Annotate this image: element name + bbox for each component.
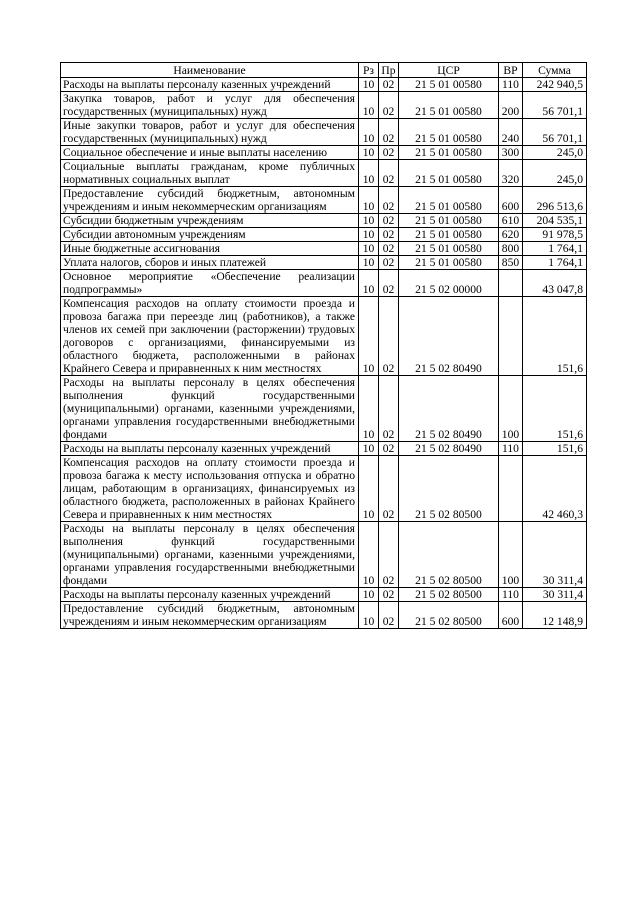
header-name: Наименование bbox=[61, 63, 359, 78]
cell-name: Расходы на выплаты персоналу казенных учреждений bbox=[61, 442, 359, 456]
cell-pr: 02 bbox=[379, 270, 399, 297]
cell-pr: 02 bbox=[379, 456, 399, 522]
cell-vr: 600 bbox=[499, 602, 523, 629]
header-pr: Пр bbox=[379, 63, 399, 78]
cell-rz: 10 bbox=[359, 256, 379, 270]
cell-name: Расходы на выплаты персоналу в целях обеспечения выполнения функций государственными (муниципальными) органами, казенными учреждениями, органами управления государственными внебюджетными фондами bbox=[61, 376, 359, 442]
cell-pr: 02 bbox=[379, 78, 399, 92]
cell-name: Расходы на выплаты персоналу в целях обеспечения выполнения функций государственными (муниципальными) органами, казенными учреждениями, органами управления государственными внебюджетными фондами bbox=[61, 522, 359, 588]
table-header-row bbox=[61, 63, 587, 78]
cell-csr: 21 5 01 00580 bbox=[399, 78, 499, 92]
cell-pr: 02 bbox=[379, 602, 399, 629]
cell-sum: 42 460,3 bbox=[523, 456, 587, 522]
cell-sum: 204 535,1 bbox=[523, 214, 587, 228]
cell-vr: 110 bbox=[499, 442, 523, 456]
cell-name: Субсидии бюджетным учреждениям bbox=[61, 214, 359, 228]
cell-name: Иные закупки товаров, работ и услуг для обеспечения государственных (муниципальных) нужд bbox=[61, 119, 359, 146]
cell-name: Компенсация расходов на оплату стоимости проезда и провоза багажа к месту использования отпуска и обратно лицам, работающим в организациях, финансируемых из областного бюджета, расположенных в районах Крайнего Севера и приравненных к ним местностях bbox=[61, 456, 359, 522]
cell-pr: 02 bbox=[379, 187, 399, 214]
cell-vr: 300 bbox=[499, 146, 523, 160]
table-row bbox=[61, 442, 587, 456]
cell-csr: 21 5 02 00000 bbox=[399, 270, 499, 297]
cell-rz: 10 bbox=[359, 602, 379, 629]
cell-vr: 600 bbox=[499, 187, 523, 214]
cell-rz: 10 bbox=[359, 228, 379, 242]
cell-vr bbox=[499, 297, 523, 376]
cell-name: Закупка товаров, работ и услуг для обеспечения государственных (муниципальных) нужд bbox=[61, 92, 359, 119]
cell-pr: 02 bbox=[379, 588, 399, 602]
cell-rz: 10 bbox=[359, 187, 379, 214]
cell-sum: 245,0 bbox=[523, 146, 587, 160]
cell-csr: 21 5 01 00580 bbox=[399, 146, 499, 160]
cell-csr: 21 5 01 00580 bbox=[399, 228, 499, 242]
cell-csr: 21 5 01 00580 bbox=[399, 256, 499, 270]
cell-pr: 02 bbox=[379, 522, 399, 588]
cell-rz: 10 bbox=[359, 297, 379, 376]
cell-sum: 56 701,1 bbox=[523, 92, 587, 119]
table-row bbox=[61, 187, 587, 214]
header-sum: Сумма bbox=[523, 63, 587, 78]
cell-csr: 21 5 01 00580 bbox=[399, 242, 499, 256]
cell-csr: 21 5 01 00580 bbox=[399, 92, 499, 119]
cell-sum: 30 311,4 bbox=[523, 522, 587, 588]
cell-vr: 100 bbox=[499, 376, 523, 442]
cell-vr: 110 bbox=[499, 78, 523, 92]
cell-rz: 10 bbox=[359, 456, 379, 522]
cell-rz: 10 bbox=[359, 119, 379, 146]
cell-sum: 12 148,9 bbox=[523, 602, 587, 629]
cell-csr: 21 5 01 00580 bbox=[399, 119, 499, 146]
table-row bbox=[61, 588, 587, 602]
cell-sum: 30 311,4 bbox=[523, 588, 587, 602]
cell-sum: 296 513,6 bbox=[523, 187, 587, 214]
cell-csr: 21 5 02 80500 bbox=[399, 602, 499, 629]
table-row bbox=[61, 242, 587, 256]
cell-name: Субсидии автономным учреждениям bbox=[61, 228, 359, 242]
cell-rz: 10 bbox=[359, 270, 379, 297]
table-row bbox=[61, 146, 587, 160]
cell-pr: 02 bbox=[379, 92, 399, 119]
table-row bbox=[61, 297, 587, 376]
cell-sum: 242 940,5 bbox=[523, 78, 587, 92]
cell-sum: 1 764,1 bbox=[523, 242, 587, 256]
cell-name: Предоставление субсидий бюджетным, автономным учреждениям и иным некоммерческим организациям bbox=[61, 187, 359, 214]
header-rz: Рз bbox=[359, 63, 379, 78]
cell-rz: 10 bbox=[359, 214, 379, 228]
cell-pr: 02 bbox=[379, 256, 399, 270]
cell-rz: 10 bbox=[359, 242, 379, 256]
cell-csr: 21 5 02 80500 bbox=[399, 588, 499, 602]
cell-name: Иные бюджетные ассигнования bbox=[61, 242, 359, 256]
cell-vr: 610 bbox=[499, 214, 523, 228]
cell-sum: 151,6 bbox=[523, 376, 587, 442]
table-row bbox=[61, 456, 587, 522]
cell-sum: 91 978,5 bbox=[523, 228, 587, 242]
cell-csr: 21 5 02 80490 bbox=[399, 376, 499, 442]
cell-vr: 100 bbox=[499, 522, 523, 588]
cell-rz: 10 bbox=[359, 376, 379, 442]
cell-vr: 620 bbox=[499, 228, 523, 242]
header-vr: ВР bbox=[499, 63, 523, 78]
table-row bbox=[61, 376, 587, 442]
cell-csr: 21 5 01 00580 bbox=[399, 160, 499, 187]
cell-name: Расходы на выплаты персоналу казенных учреждений bbox=[61, 78, 359, 92]
cell-vr bbox=[499, 270, 523, 297]
cell-name: Социальное обеспечение и иные выплаты населению bbox=[61, 146, 359, 160]
table-row bbox=[61, 270, 587, 297]
cell-pr: 02 bbox=[379, 442, 399, 456]
cell-name: Социальные выплаты гражданам, кроме публичных нормативных социальных выплат bbox=[61, 160, 359, 187]
cell-sum: 245,0 bbox=[523, 160, 587, 187]
cell-pr: 02 bbox=[379, 376, 399, 442]
cell-csr: 21 5 01 00580 bbox=[399, 214, 499, 228]
cell-sum: 43 047,8 bbox=[523, 270, 587, 297]
cell-name: Расходы на выплаты персоналу казенных учреждений bbox=[61, 588, 359, 602]
cell-rz: 10 bbox=[359, 522, 379, 588]
cell-pr: 02 bbox=[379, 242, 399, 256]
cell-vr: 800 bbox=[499, 242, 523, 256]
cell-sum: 56 701,1 bbox=[523, 119, 587, 146]
cell-pr: 02 bbox=[379, 228, 399, 242]
budget-table-page bbox=[60, 62, 586, 629]
cell-vr bbox=[499, 456, 523, 522]
table-row bbox=[61, 78, 587, 92]
cell-rz: 10 bbox=[359, 146, 379, 160]
cell-vr: 850 bbox=[499, 256, 523, 270]
cell-sum: 151,6 bbox=[523, 297, 587, 376]
cell-vr: 110 bbox=[499, 588, 523, 602]
cell-pr: 02 bbox=[379, 146, 399, 160]
cell-rz: 10 bbox=[359, 92, 379, 119]
table-row bbox=[61, 228, 587, 242]
table-row bbox=[61, 256, 587, 270]
cell-pr: 02 bbox=[379, 160, 399, 187]
cell-rz: 10 bbox=[359, 588, 379, 602]
cell-name: Предоставление субсидий бюджетным, автономным учреждениям и иным некоммерческим организациям bbox=[61, 602, 359, 629]
cell-rz: 10 bbox=[359, 160, 379, 187]
cell-vr: 320 bbox=[499, 160, 523, 187]
cell-sum: 1 764,1 bbox=[523, 256, 587, 270]
cell-rz: 10 bbox=[359, 78, 379, 92]
cell-pr: 02 bbox=[379, 297, 399, 376]
cell-sum: 151,6 bbox=[523, 442, 587, 456]
table-row bbox=[61, 522, 587, 588]
cell-csr: 21 5 02 80490 bbox=[399, 297, 499, 376]
cell-pr: 02 bbox=[379, 214, 399, 228]
header-csr: ЦСР bbox=[399, 63, 499, 78]
cell-name: Компенсация расходов на оплату стоимости проезда и провоза багажа при переезде лиц (работников), а также членов их семей при заключении (расторжении) трудовых договоров с организациями, финансируемыми из областного бюджета, расположенными в районах Крайнего Севера и приравненных к ним местностях bbox=[61, 297, 359, 376]
cell-csr: 21 5 02 80500 bbox=[399, 456, 499, 522]
cell-csr: 21 5 01 00580 bbox=[399, 187, 499, 214]
table-row bbox=[61, 602, 587, 629]
table-row bbox=[61, 92, 587, 119]
cell-csr: 21 5 02 80500 bbox=[399, 522, 499, 588]
cell-pr: 02 bbox=[379, 119, 399, 146]
table-row bbox=[61, 119, 587, 146]
cell-rz: 10 bbox=[359, 442, 379, 456]
table-row bbox=[61, 214, 587, 228]
budget-table bbox=[60, 62, 587, 629]
cell-vr: 240 bbox=[499, 119, 523, 146]
cell-name: Основное мероприятие «Обеспечение реализации подпрограммы» bbox=[61, 270, 359, 297]
cell-name: Уплата налогов, сборов и иных платежей bbox=[61, 256, 359, 270]
cell-vr: 200 bbox=[499, 92, 523, 119]
cell-csr: 21 5 02 80490 bbox=[399, 442, 499, 456]
table-row bbox=[61, 160, 587, 187]
